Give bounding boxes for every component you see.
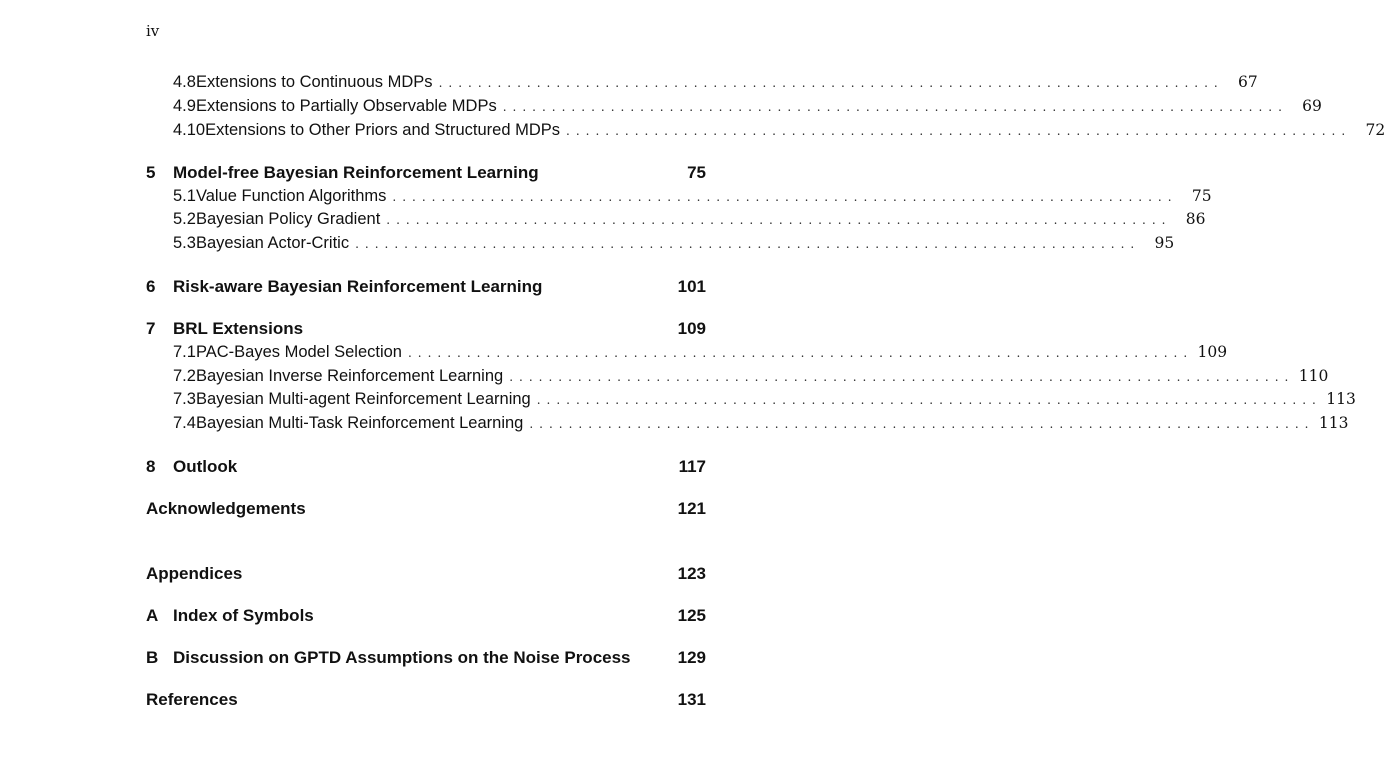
entry-title: Value Function Algorithms [195,187,387,205]
entry-title: Extensions to Other Priors and Structured MDPs [205,121,561,139]
entry-title: Discussion on GPTD Assumptions on the Noise Process [173,648,631,667]
leader-dots: ................................................................................ [355,237,1141,251]
toc-section-entry[interactable] [146,73,1258,95]
entry-number: 7.2 [173,367,196,385]
entry-page-number: 109 [1197,343,1228,361]
entry-number: 4.9 [173,97,196,115]
entry-title: Bayesian Multi-Task Reinforcement Learning [195,414,524,432]
entry-number: 5.2 [173,210,196,228]
entry-page-number: 109 [677,319,706,338]
entry-title: Index of Symbols [173,606,314,625]
toc-chapter-entry[interactable] [146,690,706,712]
entry-title: PAC-Bayes Model Selection [195,343,402,361]
entry-page-number: 86 [1185,210,1206,228]
toc-section-entry[interactable] [146,210,1206,232]
entry-title: Bayesian Policy Gradient [195,210,381,228]
entry-number: A [146,606,159,625]
toc-chapter-entry[interactable] [146,457,706,479]
leader-dots: ................................................................................ [438,76,1224,90]
entry-title: Bayesian Multi-agent Reinforcement Learning [195,390,531,408]
entry-page-number: 131 [677,690,706,709]
entry-page-number: 125 [677,606,706,625]
entry-number: 4.10 [173,121,206,139]
toc-section-entry[interactable] [146,343,1228,365]
toc-section-entry[interactable] [146,414,1349,436]
page-number: iv [146,22,160,40]
toc-chapter-entry[interactable] [146,163,706,185]
entry-title: Risk-aware Bayesian Reinforcement Learning [173,277,543,296]
entry-number: 7.4 [173,414,196,432]
toc-chapter-entry[interactable] [146,564,706,586]
entry-title: Outlook [173,457,238,476]
leader-dots: ................................................................................ [502,100,1288,114]
entry-page-number: 117 [678,457,706,476]
leader-dots: ................................................................................ [566,124,1352,138]
entry-number: 4.8 [173,73,196,91]
entry-title: Appendices [146,564,243,583]
entry-page-number: 75 [687,163,706,182]
entry-page-number: 101 [677,277,706,296]
entry-number: 5 [146,163,156,182]
entry-number: 6 [146,277,156,296]
toc-chapter-entry[interactable] [146,319,706,341]
toc-section-entry[interactable] [146,367,1329,389]
entry-number: 5.1 [173,187,196,205]
entry-title: Bayesian Actor-Critic [195,234,350,252]
toc-chapter-entry[interactable] [146,499,706,521]
entry-number: 7.1 [173,343,196,361]
entry-page-number: 123 [677,564,706,583]
entry-number: 5.3 [173,234,196,252]
entry-page-number: 110 [1298,367,1329,385]
entry-page-number: 69 [1302,97,1322,115]
toc-section-entry[interactable] [146,187,1212,209]
entry-title: Extensions to Continuous MDPs [195,73,433,91]
entry-page-number: 72 [1365,121,1385,139]
entry-title: Model-free Bayesian Reinforcement Learning [173,163,539,182]
entry-number: B [146,648,159,667]
toc-section-entry[interactable] [146,121,1385,143]
toc-chapter-entry[interactable] [146,277,706,299]
leader-dots: ................................................................................ [529,417,1315,431]
entry-page-number: 75 [1191,187,1212,205]
entry-page-number: 113 [1326,390,1356,408]
entry-page-number: 129 [677,648,706,667]
entry-number: 8 [146,457,156,476]
leader-dots: ................................................................................ [407,346,1194,360]
entry-page-number: 95 [1154,234,1175,252]
entry-title: Bayesian Inverse Reinforcement Learning [195,367,504,385]
toc-section-entry[interactable] [146,97,1322,119]
entry-page-number: 113 [1318,414,1349,432]
toc-section-entry[interactable] [146,390,1356,412]
entry-title: Extensions to Partially Observable MDPs [195,97,497,115]
entry-number: 7 [146,319,156,338]
entry-title: BRL Extensions [173,319,304,338]
leader-dots: ................................................................................ [509,370,1295,384]
toc-section-entry[interactable] [146,234,1175,256]
leader-dots: ................................................................................ [536,393,1322,407]
entry-page-number: 121 [677,499,706,518]
toc-chapter-entry[interactable] [146,648,706,670]
entry-title: References [146,690,238,709]
toc-chapter-entry[interactable] [146,606,706,628]
entry-title: Acknowledgements [146,499,306,518]
leader-dots: ................................................................................ [386,213,1172,227]
entry-number: 7.3 [173,390,196,408]
leader-dots: ................................................................................ [392,190,1178,204]
entry-page-number: 67 [1237,73,1258,91]
